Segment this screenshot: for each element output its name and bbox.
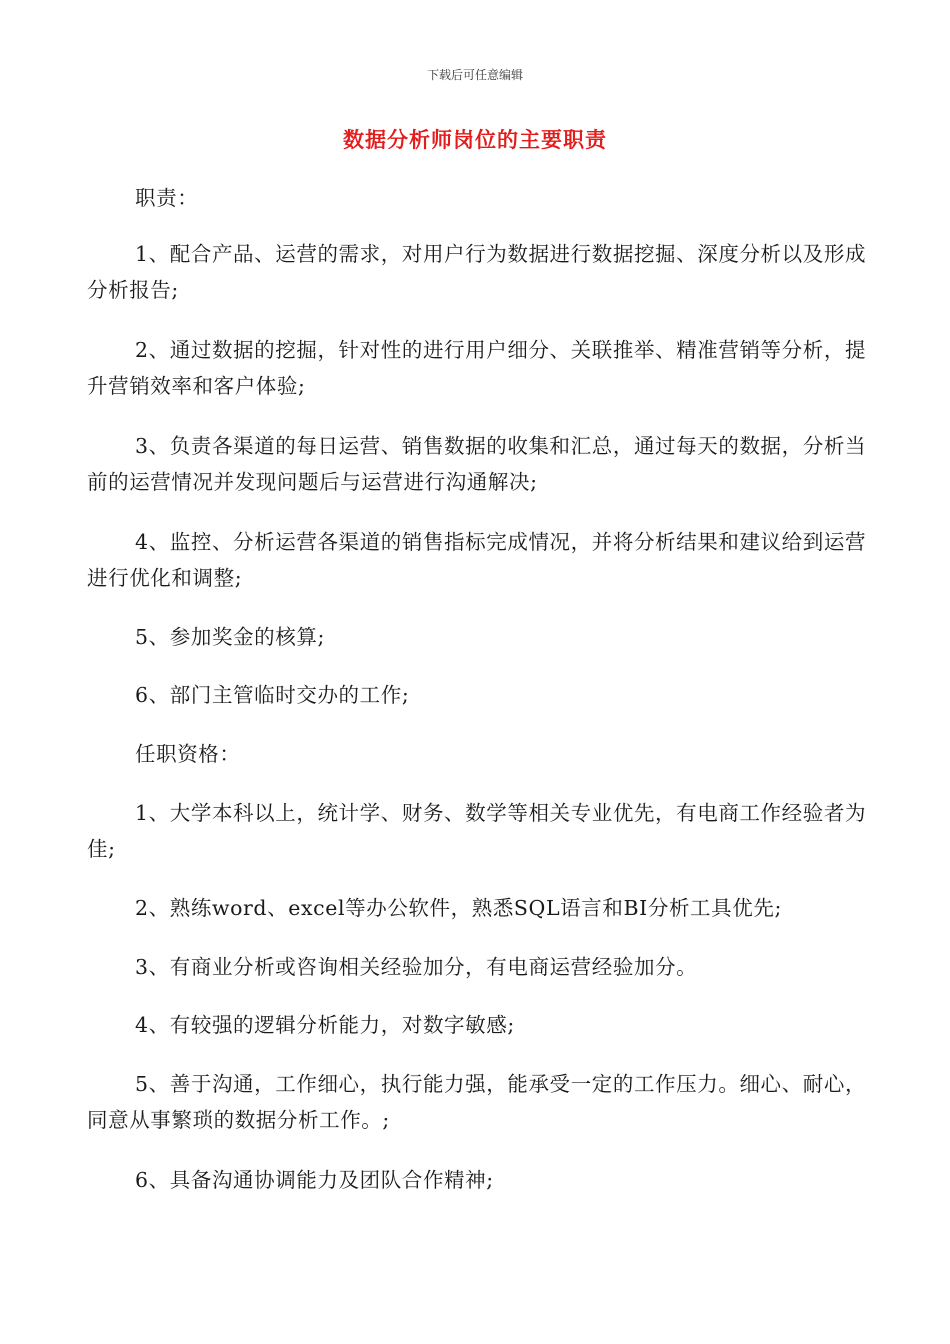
qualification-item-6: 6、具备沟通协调能力及团队合作精神; <box>135 1168 494 1192</box>
qualification-item-2: 2、熟练word、excel等办公软件，熟悉SQL语言和BI分析工具优先; <box>135 896 782 920</box>
duty-item-3: 3、负责各渠道的每日运营、销售数据的收集和汇总，通过每天的数据，分析当前的运营情况并发现问题后与运营进行沟通解决; <box>87 434 867 494</box>
header-note: 下载后可任意编辑 <box>426 68 523 82</box>
duty-item-1: 1、配合产品、运营的需求，对用户行为数据进行数据挖掘、深度分析以及形成分析报告; <box>87 242 867 302</box>
qualification-item-4: 4、有较强的逻辑分析能力，对数字敏感; <box>135 1013 515 1037</box>
duty-item-5: 5、参加奖金的核算; <box>135 625 325 649</box>
qualification-item-3: 3、有商业分析或咨询相关经验加分，有电商运营经验加分。 <box>135 955 698 979</box>
qualifications-heading: 任职资格： <box>135 742 241 766</box>
duty-item-2: 2、通过数据的挖掘，针对性的进行用户细分、关联推举、精准营销等分析，提升营销效率和客户体验; <box>87 338 867 398</box>
qualification-item-5: 5、善于沟通，工作细心，执行能力强，能承受一定的工作压力。细心、耐心，同意从事繁琐的数据分析工作。; <box>87 1072 867 1132</box>
duty-item-6: 6、部门主管临时交办的工作; <box>135 683 410 707</box>
duty-item-4: 4、监控、分析运营各渠道的销售指标完成情况，并将分析结果和建议给到运营进行优化和调整; <box>87 530 867 590</box>
qualification-item-1: 1、大学本科以上，统计学、财务、数学等相关专业优先，有电商工作经验者为佳; <box>87 801 867 861</box>
document-title: 数据分析师岗位的主要职责 <box>343 128 607 152</box>
duties-heading: 职责： <box>135 186 199 210</box>
